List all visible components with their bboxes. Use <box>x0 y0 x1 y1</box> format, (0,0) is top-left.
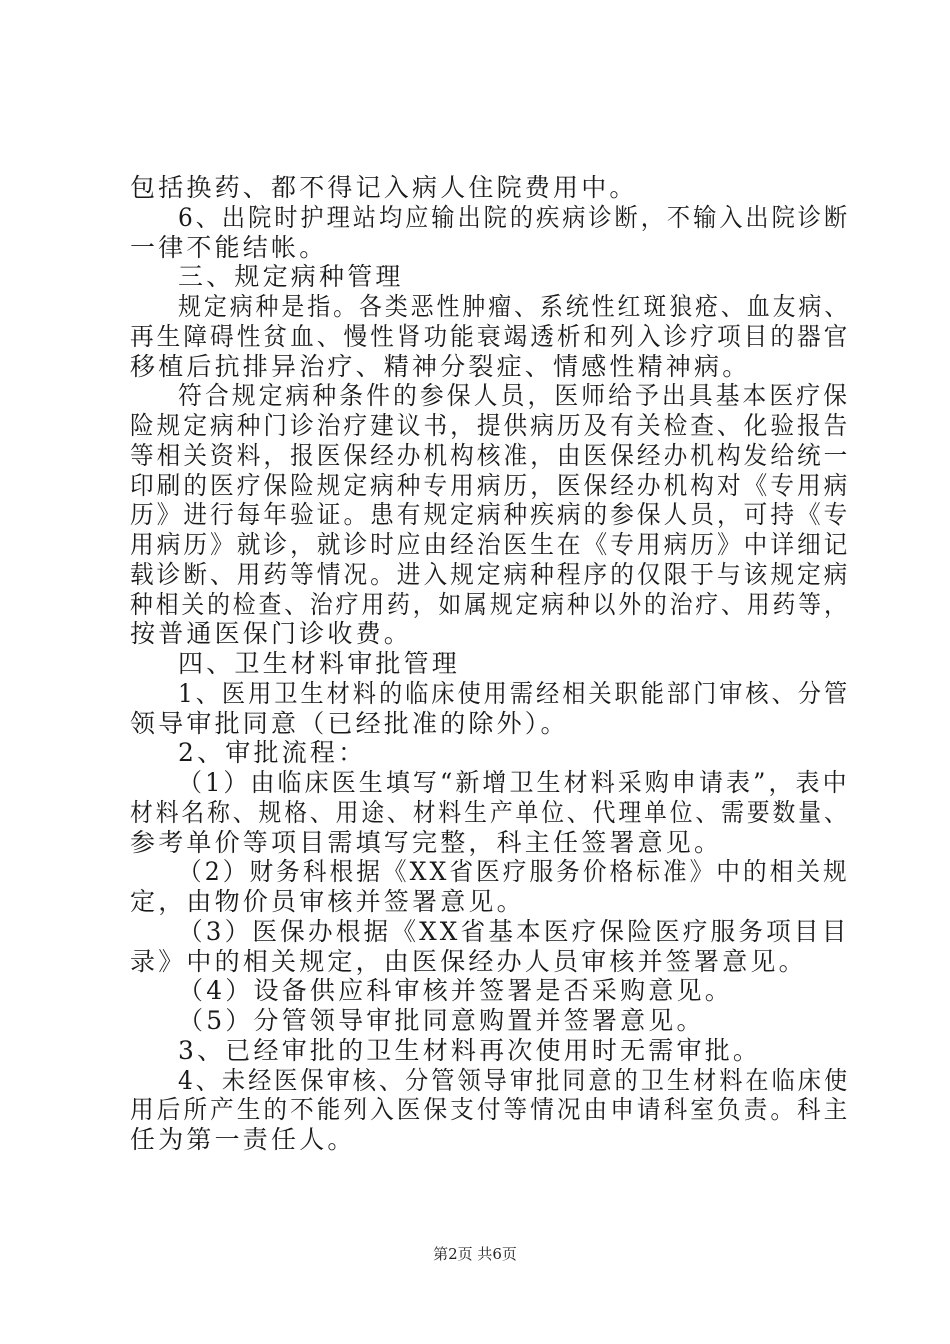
text-line: （4）设备供应科审核并签署是否采购意见。 <box>178 976 733 1005</box>
text-line: 定，由物价员审核并签署意见。 <box>130 887 525 916</box>
text-line: 按普通医保门诊收费。 <box>130 619 413 648</box>
text-line: （3）医保办根据《XX省基本医疗保险医疗服务项目目 <box>178 917 850 946</box>
text-line: 2、审批流程： <box>178 738 367 767</box>
text-line: 险规定病种门诊治疗建议书，提供病历及有关检查、化验报告 <box>130 411 851 440</box>
text-line: 载诊断、用药等情况。进入规定病种程序的仅限于与该规定病 <box>130 560 851 589</box>
text-line: 包括换药、都不得记入病人住院费用中。 <box>130 173 638 202</box>
text-line: 参考单价等项目需填写完整，科主任签署意见。 <box>130 828 723 857</box>
text-line: （1）由临床医生填写“新增卫生材料采购申请表”，表中 <box>178 768 850 797</box>
text-line: 等相关资料，报医保经办机构核准，由医保经办机构发给统一 <box>130 441 851 470</box>
text-line: 规定病种是指。各类恶性肿瘤、系统性红斑狼疮、血友病、 <box>178 292 851 321</box>
text-line: （5）分管领导审批同意购置并签署意见。 <box>178 1006 705 1035</box>
text-line: 录》中的相关规定，由医保经办人员审核并签署意见。 <box>130 947 807 976</box>
text-line: 一律不能结帐。 <box>130 233 328 262</box>
text-line: （2）财务科根据《XX省医疗服务价格标准》中的相关规 <box>178 857 850 886</box>
section-heading: 四、卫生材料审批管理 <box>178 649 461 678</box>
text-line: 种相关的检查、治疗用药，如属规定病种以外的治疗、用药等， <box>130 590 850 619</box>
text-line: 再生障碍性贫血、慢性肾功能衰竭透析和列入诊疗项目的器官 <box>130 322 851 351</box>
text-line: 符合规定病种条件的参保人员，医师给予出具基本医疗保 <box>178 381 851 410</box>
text-line: 6、出院时护理站均应输出院的疾病诊断，不输入出院诊断 <box>178 203 851 232</box>
text-line: 用后所产生的不能列入医保支付等情况由申请科室负责。科主 <box>130 1095 851 1124</box>
text-line: 4、未经医保审核、分管领导审批同意的卫生材料在临床使 <box>178 1066 851 1095</box>
page-number-footer: 第2页 共6页 <box>433 1245 517 1263</box>
text-line: 历》进行每年验证。患有规定病种疾病的参保人员，可持《专 <box>130 500 851 529</box>
text-line: 材料名称、规格、用途、材料生产单位、代理单位、需要数量、 <box>130 798 850 827</box>
text-line: 领导审批同意（已经批准的除外）。 <box>130 709 569 738</box>
text-line: 1、医用卫生材料的临床使用需经相关职能部门审核、分管 <box>178 679 851 708</box>
text-line: 任为第一责任人。 <box>130 1125 356 1154</box>
text-line: 移植后抗排异治疗、精神分裂症、情感性精神病。 <box>130 352 751 381</box>
text-line: 用病历》就诊，就诊时应由经治医生在《专用病历》中详细记 <box>130 530 851 559</box>
text-line: 印刷的医疗保险规定病种专用病历，医保经办机构对《专用病 <box>130 471 851 500</box>
section-heading: 三、规定病种管理 <box>178 262 404 291</box>
text-line: 3、已经审批的卫生材料再次使用时无需审批。 <box>178 1036 762 1065</box>
